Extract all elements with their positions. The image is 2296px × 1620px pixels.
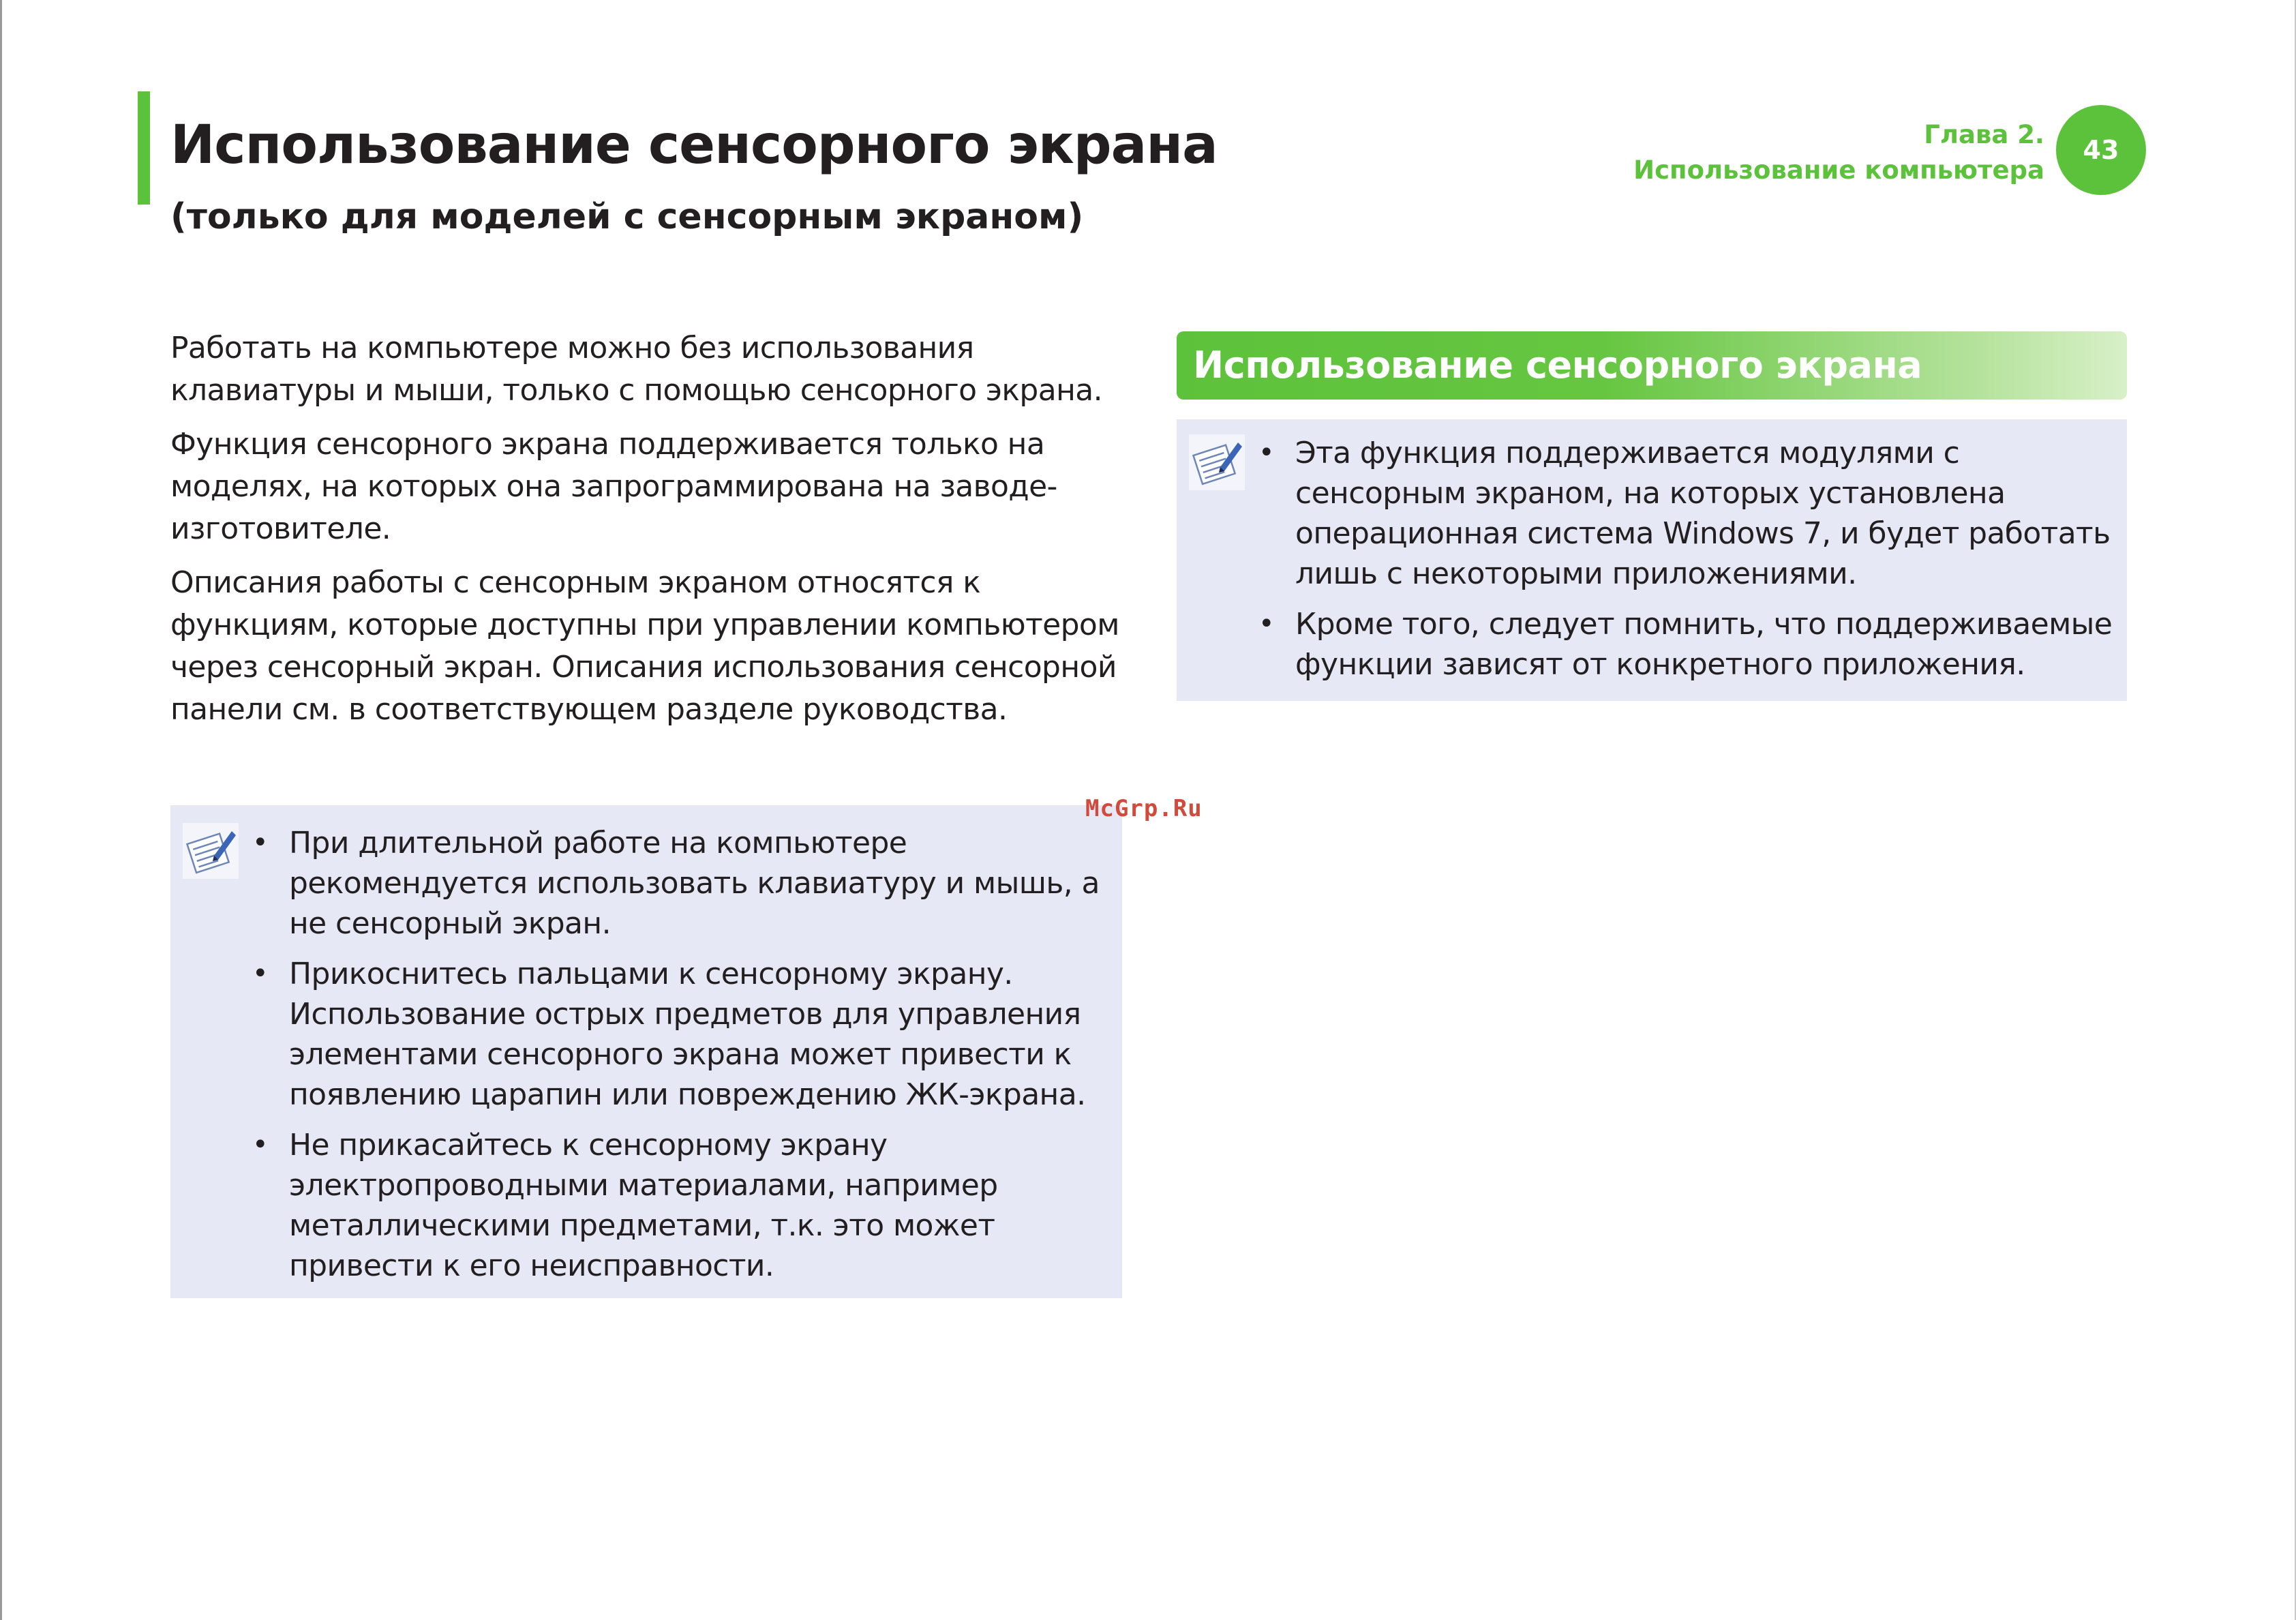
note-box-info <box>1177 419 2127 701</box>
page-subtitle: (только для моделей с сенсорным экраном) <box>170 196 1084 237</box>
list-item: • Кроме того, следует помнить, что поддерживаемые функции зависят от конкретного приложения. <box>1258 604 2117 685</box>
section-header-bar <box>1177 331 2127 400</box>
intro-paragraph: Функция сенсорного экрана поддерживается только на моделях, на которых она запрограммирована на заводе-изготовителе. <box>170 427 1057 546</box>
chapter-label <box>1633 117 2044 188</box>
note-box-cautions <box>170 805 1122 1298</box>
list-item: • При длительной работе на компьютере рекомендуется использовать клавиатуру и мышь, а не сенсорный экран. <box>252 823 1111 944</box>
intro-paragraph: Работать на компьютере можно без использования клавиатуры и мыши, только с помощью сенсорного экрана. <box>170 331 1103 408</box>
list-item: • Не прикасайтесь к сенсорному экрану электропроводными материалами, например металлическими предметами, т.к. это может привести к его неисправности. <box>252 1125 1111 1286</box>
note-pencil-icon <box>1188 433 1246 492</box>
list-item: • Прикоснитесь пальцами к сенсорному экрану. Использование острых предметов для управления элементами сенсорного экрана может привести к появлению царапин или повреждению ЖК-экрана. <box>252 954 1111 1115</box>
page-number-badge: 43 <box>2056 105 2146 195</box>
chapter-number: Глава 2. <box>1924 120 2044 149</box>
list-item: • Эта функция поддерживается модулями с сенсорным экраном, на которых установлена операционная система Windows 7, и будет работать лишь с некоторыми приложениями. <box>1258 433 2117 594</box>
intro-paragraph: Описания работы с сенсорным экраном относятся к функциям, которые доступны при управлении компьютером через сенсорный экран. Описания использования сенсорной панели см. в соответствующем разделе руководства. <box>170 565 1119 727</box>
chapter-title: Использование компьютера <box>1633 155 2044 185</box>
title-accent-bar <box>138 91 150 205</box>
note-list <box>1258 433 2117 695</box>
page-edge <box>0 0 2 1620</box>
intro-text <box>170 327 1138 742</box>
note-list <box>252 823 1111 1296</box>
watermark: McGrp.Ru <box>1085 795 1203 822</box>
page-title: Использование сенсорного экрана <box>170 115 1218 176</box>
note-pencil-icon <box>181 822 240 880</box>
section-title: Использование сенсорного экрана <box>1193 344 1922 387</box>
